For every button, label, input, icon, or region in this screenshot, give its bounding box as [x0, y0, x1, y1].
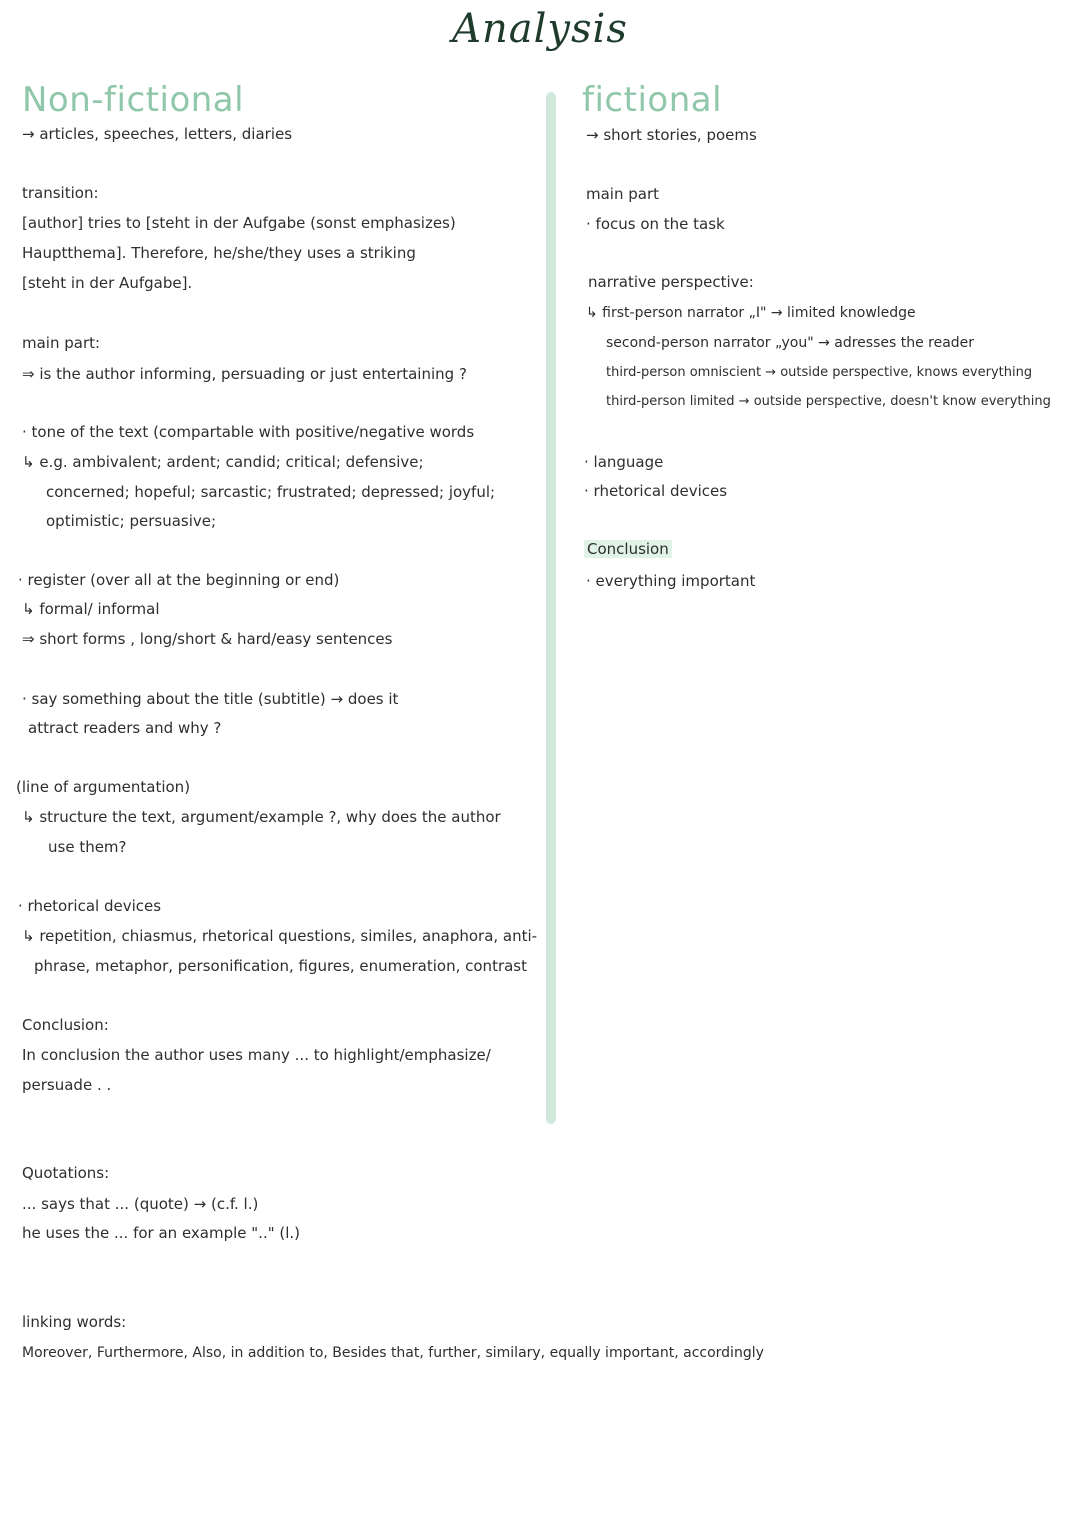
main-part-question: ⇒ is the author informing, persuading or just entertaining ?	[22, 365, 467, 383]
non-fictional-types: → articles, speeches, letters, diaries	[22, 125, 293, 143]
linking-label: linking words:	[22, 1313, 127, 1331]
argumentation-line: ↳ structure the text, argument/example ?, why does the author	[22, 808, 501, 826]
transition-line: Hauptthema]. Therefore, he/she/they uses a striking	[22, 244, 416, 262]
quotations-line: he uses the ... for an example ".." (l.)	[22, 1224, 301, 1242]
fictional-main-part-label: main part	[586, 185, 660, 203]
register-line: ⇒ short forms , long/short & hard/easy sentences	[22, 630, 393, 648]
narrative-label: narrative perspective:	[588, 273, 754, 291]
fictional-item: · rhetorical devices	[584, 482, 728, 500]
rhetorical-line: ↳ repetition, chiasmus, rhetorical questions, similes, anaphora, anti-	[22, 927, 538, 945]
argumentation-line: use them?	[48, 838, 127, 856]
fictional-heading: fictional	[582, 80, 723, 120]
fictional-conclusion-label: Conclusion	[584, 540, 672, 558]
conclusion-line: In conclusion the author uses many ... to highlight/emphasize/	[22, 1046, 491, 1064]
transition-label: transition:	[22, 184, 99, 202]
narrative-line: second-person narrator „you" → adresses the reader	[606, 335, 975, 351]
narrative-line: third-person limited → outside perspective, doesn't know everything	[606, 394, 1051, 409]
register-line: ↳ formal/ informal	[22, 600, 160, 618]
title-note-line: attract readers and why ?	[28, 719, 222, 737]
quotations-line: ... says that ... (quote) → (c.f. l.)	[22, 1195, 259, 1213]
conclusion-label: Conclusion:	[22, 1016, 109, 1034]
quotations-label: Quotations:	[22, 1164, 110, 1182]
fictional-types: → short stories, poems	[586, 126, 757, 144]
main-part-label: main part:	[22, 334, 101, 352]
tone-line: concerned; hopeful; sarcastic; frustrated; depressed; joyful;	[46, 483, 496, 501]
fictional-main-part-line: · focus on the task	[586, 215, 725, 233]
tone-line: · tone of the text (compartable with positive/negative words	[22, 423, 475, 441]
page-title: Analysis	[452, 6, 628, 52]
transition-line: [author] tries to [steht in der Aufgabe (sonst emphasizes)	[22, 214, 456, 232]
narrative-line: third-person omniscient → outside perspective, knows everything	[606, 365, 1033, 380]
rhetorical-line: · rhetorical devices	[18, 897, 162, 915]
rhetorical-line: phrase, metaphor, personification, figures, enumeration, contrast	[34, 957, 528, 975]
tone-line: optimistic; persuasive;	[46, 512, 217, 530]
fictional-conclusion-line: · everything important	[586, 572, 756, 590]
column-divider	[546, 92, 556, 1124]
narrative-line: ↳ first-person narrator „I" → limited knowledge	[586, 305, 916, 321]
register-line: · register (over all at the beginning or end)	[18, 571, 340, 589]
transition-line: [steht in der Aufgabe].	[22, 274, 193, 292]
title-note-line: · say something about the title (subtitle) → does it	[22, 690, 399, 708]
non-fictional-heading: Non-fictional	[22, 80, 245, 120]
argumentation-line: (line of argumentation)	[16, 778, 191, 796]
conclusion-line: persuade . .	[22, 1076, 112, 1094]
fictional-item: · language	[584, 453, 664, 471]
linking-line: Moreover, Furthermore, Also, in addition to, Besides that, further, similary, equally important, accordingly	[22, 1345, 764, 1361]
tone-line: ↳ e.g. ambivalent; ardent; candid; critical; defensive;	[22, 453, 424, 471]
